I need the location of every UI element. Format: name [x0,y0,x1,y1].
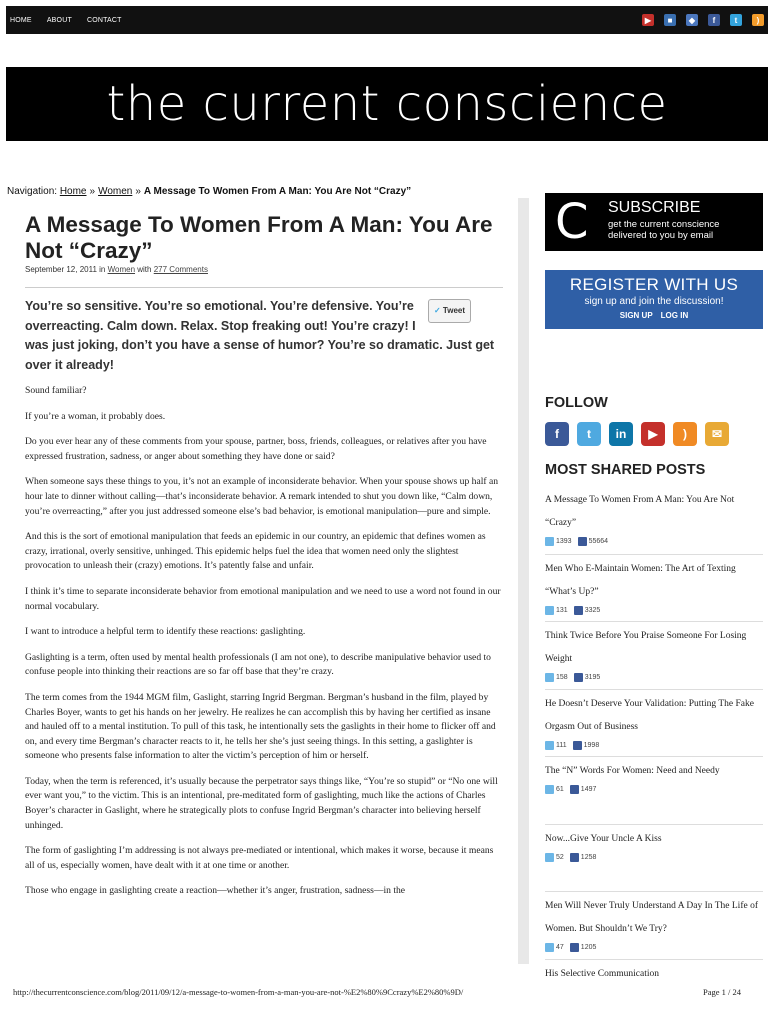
rss-icon[interactable]: ) [673,422,697,446]
like-count: 1497 [581,786,597,793]
subscribe-line-1: get the current conscience [608,219,719,230]
most-shared-heading: MOST SHARED POSTS [545,462,705,478]
signup-link[interactable]: SIGN UP [620,311,653,320]
post-share-counts [545,606,763,615]
article-rule [25,287,503,288]
register-actions [545,311,763,320]
subscribe-title: SUBSCRIBE [608,199,700,217]
email-icon[interactable]: ✉ [705,422,729,446]
youtube-icon[interactable]: ▶ [641,422,665,446]
site-title: the current conscience [106,76,667,132]
article-paragraph: Those who engage in gaslighting create a reaction—whether it’s anger, frustration, sadness—in the [25,884,503,899]
article-paragraph: I want to introduce a helpful term to identify these reactions: gaslighting. [25,625,503,640]
subscribe-text [608,219,719,241]
article-paragraph: Sound familiar? [25,384,503,399]
post-title-link[interactable]: Men Who E-Maintain Women: The Art of Texting “What’s Up?” [545,558,763,604]
share-icon[interactable]: ■ [664,14,676,26]
nav-home-link[interactable]: HOME [10,17,32,24]
tweet-count: 47 [556,944,564,951]
article-paragraph: The term comes from the 1944 MGM film, Gaslight, starring Ingrid Bergman. Bergman’s husband in the film, played by Charles Boyer, wants to get his hands on her jewelry. He realizes he can accomplish this by having her certified as insane and hauled off to a mental institution. To pull of this task, he intentionally sets the gaslights in their home to flicker off and on, and every time Bergman’s character reacts to it, he tells her she’s just seeing things. In this setting, a gaslighter is someone who presents false information to alter the victim’s perception of him or herself. [25,691,503,764]
top-nav [10,6,122,34]
post-title-link[interactable]: A Message To Women From A Man: You Are Not “Crazy” [545,489,763,535]
breadcrumb [7,186,411,197]
post-title-link[interactable]: The “N” Words For Women: Need and Needy [545,760,763,783]
facebook-icon[interactable]: f [545,422,569,446]
post-title-link[interactable]: He Doesn’t Deserve Your Validation: Putting The Fake Orgasm Out of Business [545,693,763,739]
twitter-icon[interactable]: t [577,422,601,446]
linkedin-icon[interactable]: in [609,422,633,446]
article-paragraph: If you’re a woman, it probably does. [25,410,503,425]
like-count: 1258 [581,854,597,861]
like-count: 1998 [584,742,600,749]
post-title-link[interactable]: Now...Give Your Uncle A Kiss [545,828,763,851]
article-body [25,384,503,899]
twitter-icon [545,853,554,862]
breadcrumb-current: A Message To Women From A Man: You Are Not “Crazy” [144,186,411,197]
tweet-label: Tweet [443,306,465,315]
breadcrumb-home-link[interactable]: Home [60,186,87,197]
facebook-icon [570,943,579,952]
twitter-icon [545,741,554,750]
follow-icons [545,422,729,446]
post-share-counts [545,785,763,794]
login-link[interactable]: LOG IN [661,311,689,320]
facebook-icon [573,741,582,750]
twitter-icon [545,673,554,682]
breadcrumb-label: Navigation: [7,186,57,197]
list-item [545,621,763,689]
subscribe-line-2: delivered to you by email [608,230,719,241]
post-title-link[interactable]: Think Twice Before You Praise Someone For Losing Weight [545,625,763,671]
tweet-button[interactable] [428,299,471,323]
most-shared-list [545,486,763,1026]
article-paragraph: I think it’s time to separate inconsiderate behavior from emotional manipulation and we need to use a word not found in our normal vocabulary. [25,585,503,614]
post-share-counts [545,853,763,862]
top-social-icons [642,14,764,26]
twitter-bird-icon: ✓ [434,306,441,315]
tweet-count: 131 [556,607,568,614]
article-date: September 12, 2011 in [25,265,105,274]
sidebar [545,193,763,329]
post-title-link[interactable]: Men Will Never Truly Understand A Day In The Life of Women. But Shouldn’t We Try? [545,895,763,941]
like-count: 55664 [589,538,608,545]
facebook-icon [570,785,579,794]
follow-heading: FOLLOW [545,395,608,411]
list-item [545,891,763,959]
facebook-icon[interactable]: f [708,14,720,26]
register-subtitle: sign up and join the discussion! [545,296,763,307]
facebook-icon [578,537,587,546]
content-divider [518,198,529,964]
like-count: 3325 [585,607,601,614]
nav-contact-link[interactable]: CONTACT [87,17,122,24]
subscribe-logo: C [555,197,589,247]
tweet-count: 111 [556,742,567,749]
article-lead-text: You’re so sensitive. You’re so emotional. You’re defensive. You’re overreacting. Calm down. Relax. Stop freaking out! You’re crazy! I was just joking, don’t you have a sense of humor? You’re so dramatic. Just get over it already! [25,299,494,372]
article-paragraph: The form of gaslighting I’m addressing is not always pre-mediated or intentional, which makes it worse, because it means all of us, especially women, have dealt with it at one time or another. [25,844,503,873]
twitter-icon [545,606,554,615]
list-item [545,689,763,757]
rss-icon[interactable]: ) [752,14,764,26]
article-comments-link[interactable]: 277 Comments [154,265,208,274]
tweet-count: 1393 [556,538,572,545]
like-count: 1205 [581,944,597,951]
twitter-icon [545,943,554,952]
article-paragraph: Gaslighting is a term, often used by mental health professionals (I am not one), to describe manipulative behavior used to confuse people into thinking their reactions are so far off base that they’re crazy. [25,651,503,680]
article-category-link[interactable]: Women [108,265,135,274]
article-lead [25,297,503,375]
post-share-counts [545,673,763,682]
list-item [545,824,763,892]
facebook-icon [574,606,583,615]
post-title-link[interactable]: His Selective Communication [545,963,763,986]
breadcrumb-separator: » [90,186,96,197]
twitter-icon [545,785,554,794]
twitter-icon [545,537,554,546]
nav-about-link[interactable]: ABOUT [47,17,72,24]
breadcrumb-separator: » [135,186,141,197]
subscribe-banner[interactable] [545,193,763,251]
tweet-count: 61 [556,786,564,793]
article-title: A Message To Women From A Man: You Are Not “Crazy” [25,212,503,264]
facebook-icon [574,673,583,682]
article-meta-with: with [137,265,151,274]
list-item [545,756,763,824]
facebook-icon [570,853,579,862]
post-share-counts [545,943,763,952]
article-paragraph: When someone says these things to you, it’s not an example of inconsiderate behavior. When your spouse shows up half an hour late to dinner without calling—that’s inconsiderate behavior. A remark intended to shut you down like, “Calm down, you’re overreacting,” after you just addressed someone else’s bad behavior, is emotional manipulation—pure and simple. [25,475,503,519]
article-paragraph: Do you ever hear any of these comments from your spouse, partner, boss, friends, colleagues, or relatives after you have expressed frustration, sadness, or anger about something they have done or said? [25,435,503,464]
register-banner [545,270,763,329]
tweet-count: 52 [556,854,564,861]
article-meta [25,265,503,274]
post-share-counts [545,741,763,750]
tweet-count: 158 [556,674,568,681]
footer-url: http://thecurrentconscience.com/blog/2011/09/12/a-message-to-women-from-a-man-you-are-not-%E2%80%9Ccrazy%E2%80%9D/ [13,987,463,997]
register-title: REGISTER WITH US [545,270,763,295]
youtube-icon[interactable]: ▶ [642,14,654,26]
article-paragraph: Today, when the term is referenced, it’s usually because the perpetrator says things like, “You’re so stupid” or “No one will ever want you,” to the victim. This is an intentional, pre-meditated form of gaslighting, much like the actions of Charles Boyer’s character in Gaslight, where he strategically plots to confuse Ingrid Bergman’s character into believing herself unhinged. [25,775,503,833]
post-share-counts [545,537,763,546]
twitter-icon[interactable]: t [730,14,742,26]
top-bar [6,6,768,34]
footer-page-number: Page 1 / 24 [703,987,741,997]
site-banner[interactable] [6,67,768,141]
article [25,212,503,910]
list-item [545,486,763,554]
like-count: 3195 [585,674,601,681]
bookmark-icon[interactable]: ◆ [686,14,698,26]
breadcrumb-category-link[interactable]: Women [98,186,132,197]
article-paragraph: And this is the sort of emotional manipulation that feeds an epidemic in our country, an epidemic that defines women as crazy, irrational, overly sensitive, unhinged. This epidemic helps fuel the idea that women need only the slightest provocation to unleash their (crazy) emotions. It’s patently false and unfair. [25,530,503,574]
list-item [545,554,763,622]
